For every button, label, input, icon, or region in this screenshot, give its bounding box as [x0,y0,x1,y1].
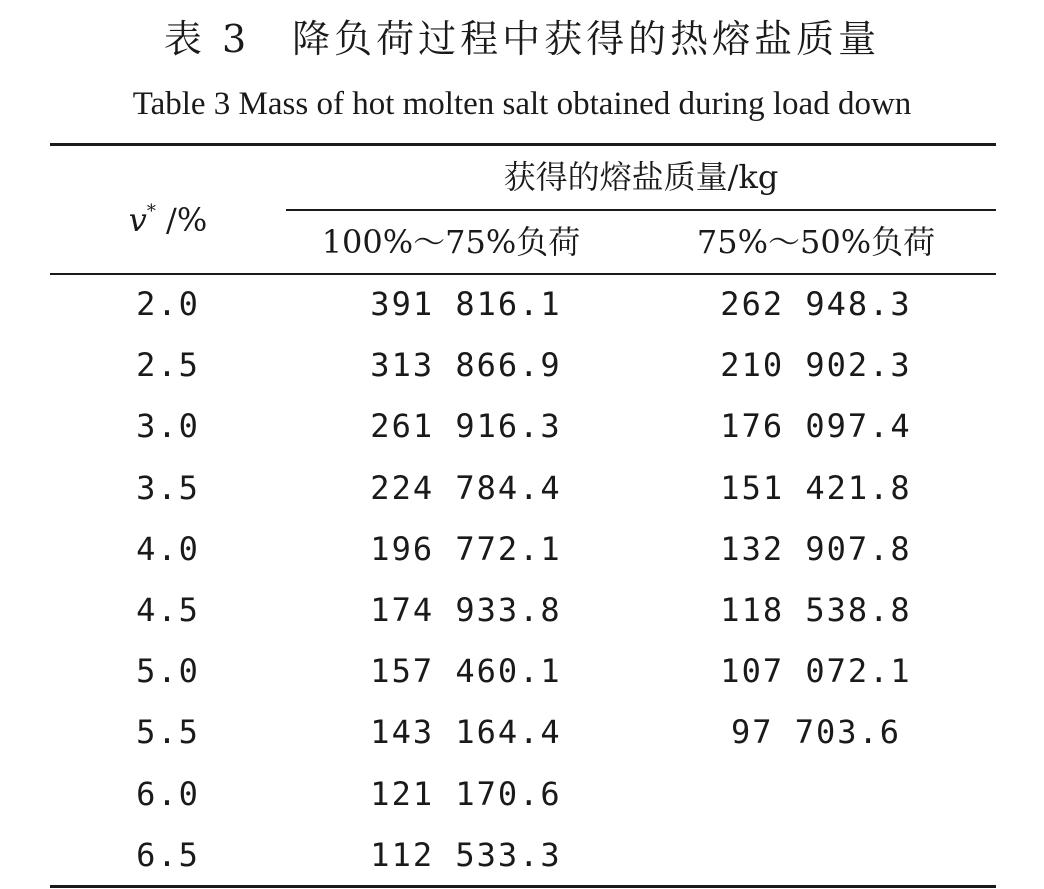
cell-v: 4.5 [136,590,200,629]
cell-v: 6.5 [136,835,200,874]
table-title-chinese: 表 3 降负荷过程中获得的热熔盐质量 [163,17,881,61]
table-row [50,764,996,825]
cell-load-75-50: 151 421.8 [720,468,912,507]
cell-load-75-50: 210 902.3 [720,346,912,385]
table-row [50,335,996,396]
cell-load-75-50: 176 097.4 [720,407,912,446]
cell-load-100-75: 174 933.8 [370,590,562,629]
table-row [50,702,996,763]
cell-load-100-75: 143 164.4 [370,713,562,752]
table-row [50,580,996,641]
group-header-rule [286,209,996,211]
table-title-english: Table 3 Mass of hot molten salt obtained during load down [132,86,912,122]
cell-load-100-75: 313 866.9 [370,346,562,385]
row-header-superscript: * [146,201,156,222]
table-row [50,825,996,886]
group-header: 获得的熔盐质量/kg [503,158,779,196]
table-body [50,274,996,886]
cell-load-100-75: 196 772.1 [370,529,562,568]
cell-v: 4.0 [136,529,200,568]
bottom-rule [50,885,996,888]
cell-v: 6.0 [136,774,200,813]
cell-load-100-75: 157 460.1 [370,652,562,691]
cell-load-75-50: 262 948.3 [720,285,912,323]
row-header-variable: v [128,201,147,239]
column-header-100-75: 100%～75%负荷 [321,223,581,261]
table-row [50,641,996,702]
table-row [50,396,996,457]
cell-load-100-75: 261 916.3 [370,407,562,446]
cell-load-75-50: 132 907.8 [720,529,912,568]
cell-v: 3.0 [136,407,200,446]
cell-load-100-75: 112 533.3 [370,835,562,874]
cell-v: 2.5 [136,346,200,385]
cell-load-100-75: 391 816.1 [370,285,562,323]
cell-load-75-50: 118 538.8 [720,590,912,629]
row-header-unit: /% [155,201,208,239]
top-rule [50,143,996,146]
cell-load-100-75: 121 170.6 [370,774,562,813]
cell-load-100-75: 224 784.4 [370,468,562,507]
column-header-75-50: 75%～50%负荷 [696,223,936,261]
cell-v: 5.5 [136,713,200,752]
cell-v: 2.0 [136,285,200,323]
row-header [50,190,286,242]
table-row [50,458,996,519]
cell-load-75-50: 97 703.6 [730,713,902,752]
cell-load-75-50: 107 072.1 [720,652,912,691]
table-row [50,519,996,580]
table-row [50,274,996,335]
cell-v: 3.5 [136,468,200,507]
cell-v: 5.0 [136,652,200,691]
